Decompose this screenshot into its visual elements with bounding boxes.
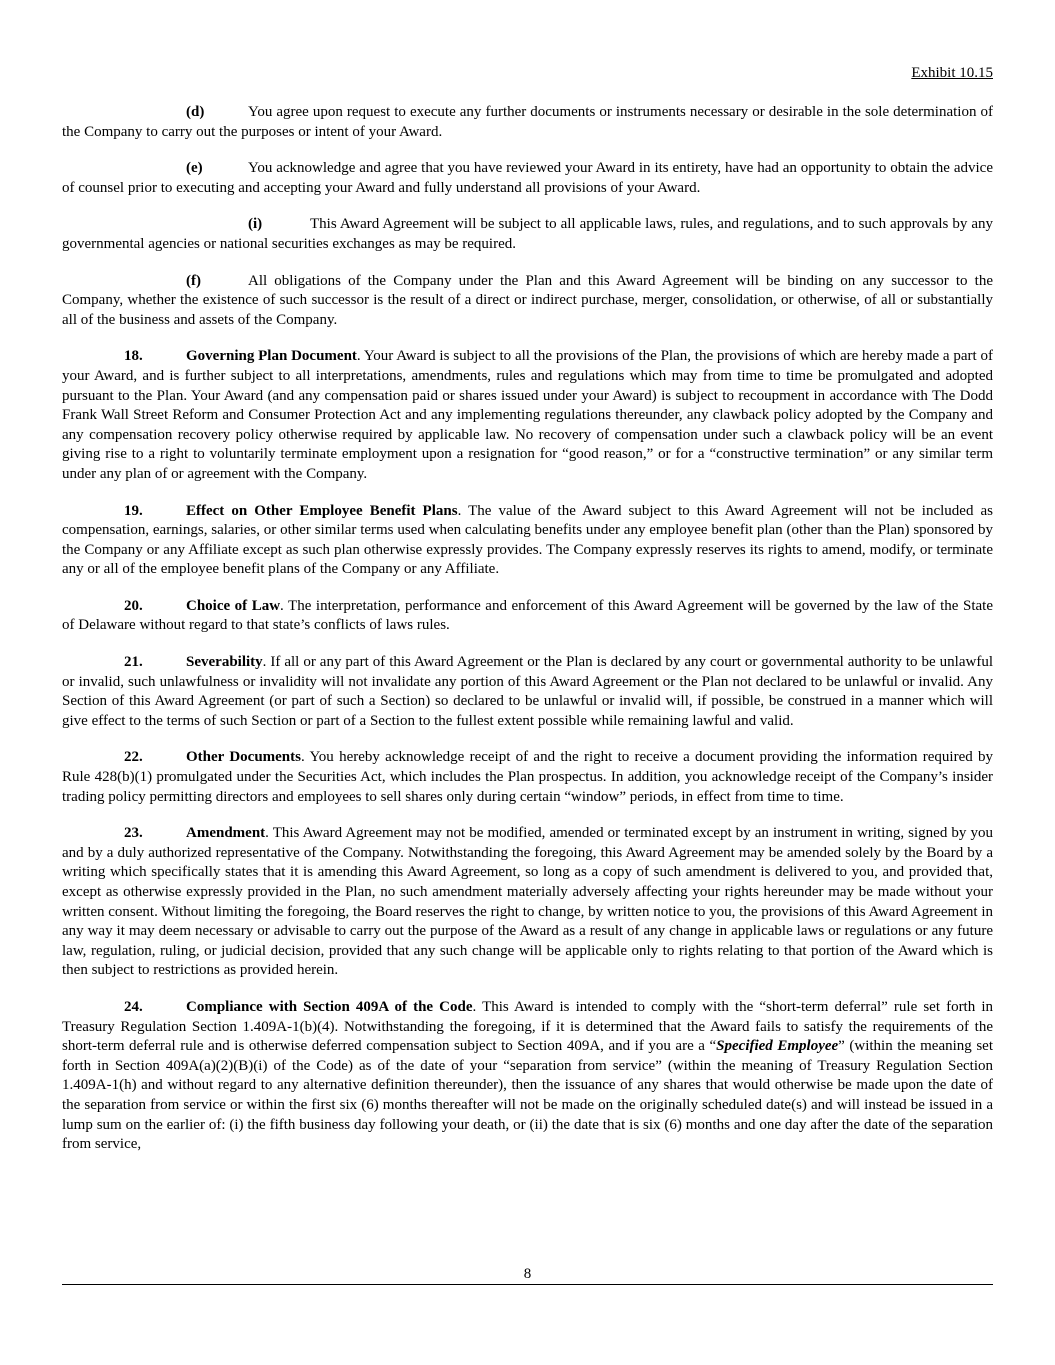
defined-term: Specified Employee	[716, 1038, 839, 1055]
paragraph-e	[62, 159, 993, 198]
paragraph-d	[62, 103, 993, 142]
section-number: 24.	[124, 998, 143, 1015]
section-23	[62, 824, 993, 981]
document-body	[62, 103, 993, 1172]
paragraph-text: You agree upon request to execute any further documents or instruments necessary or desirable in the sole determination of the Company to carry out the purposes or intent of your Award.	[62, 104, 993, 140]
section-title: Governing Plan Document	[186, 348, 357, 365]
section-text: . You hereby acknowledge receipt of and the right to receive a document providing the information required by Rule 428(b)(1) promulgated under the Securities Act, which includes the Plan prospectus. In addition, you acknowledge receipt of the Company’s insider trading policy permitting directors and employees to sell shares only during certain “window” periods, in effect from time to time.	[62, 749, 993, 805]
paragraph-f	[62, 272, 993, 331]
document-page	[62, 0, 993, 1365]
section-number: 19.	[124, 502, 143, 519]
section-title: Compliance with Section 409A of the Code	[186, 998, 473, 1015]
section-text: . This Award Agreement may not be modified, amended or terminated except by an instrument in writing, signed by you and by a duly authorized representative of the Company. Notwithstanding the foregoing, this Award Agreement may be amended solely by the Board by a writing which specifically states that it is amending this Award Agreement, so long as a copy of such amendment is delivered to you, and provided that, except as otherwise expressly provided in the Plan, no such amendment materially adversely affecting your rights hereunder may be made without your written consent. Without limiting the foregoing, the Board reserves the right to change, by written notice to you, the provisions of this Award Agreement in any way it may deem necessary or advisable to carry out the purpose of the Award as a result of any change in applicable laws or regulations or any future law, regulation, ruling, or judicial decision, provided that any such change will be applicable only to rights relating to that portion of the Award which is then subject to restrictions as provided herein.	[62, 825, 993, 979]
section-text: . The value of the Award subject to this Award Agreement will not be included as compensation, earnings, salaries, or other similar terms used when calculating benefits under any employee benefit plan (other than the Plan) sponsored by the Company or any Affiliate except as such plan otherwise expressly provides. The Company expressly reserves its rights to amend, modify, or terminate any or all of the employee benefit plans of the Company or any Affiliate.	[62, 502, 993, 578]
section-text: . Your Award is subject to all the provisions of the Plan, the provisions of which are hereby made a part of your Award, and is further subject to all interpretations, amendments, rules and regulations which may from time to time be promulgated and adopted pursuant to the Plan. Your Award (and any compensation paid or shares issued under your Award) is subject to recoupment in accordance with The Dodd Frank Wall Street Reform and Consumer Protection Act and any implementing regulations thereunder, any clawback policy adopted by the Company and any compensation recovery policy otherwise required by applicable law. No recovery of compensation under such a clawback policy will be an event giving rise to a right to voluntarily terminate employment upon a resignation for “good reason,” or for a “constructive termination” or any similar term under any plan of or agreement with the Company.	[62, 348, 993, 482]
section-title: Amendment	[186, 825, 266, 842]
paragraph-text: You acknowledge and agree that you have reviewed your Award in its entirety, have had an opportunity to obtain the advice of counsel prior to executing and accepting your Award and fully understand all provisions of your Award.	[62, 160, 993, 196]
section-text: . If all or any part of this Award Agreement or the Plan is declared by any court or governmental authority to be unlawful or invalid, such unlawfulness or invalidity will not invalidate any portion of this Award Agreement or the Plan not declared to be unlawful or invalid. Any Section of this Award Agreement (or part of such a Section) so declared to be unlawful or invalid will, if possible, be construed in a manner which will give effect to the terms of such Section or part of a Section to the fullest extent possible while remaining lawful and valid.	[62, 654, 993, 729]
section-title: Choice of Law	[186, 597, 281, 614]
section-title: Other Documents	[186, 749, 301, 766]
paragraph-i	[62, 215, 993, 254]
paragraph-label: (d)	[186, 104, 205, 120]
section-number: 21.	[124, 654, 143, 671]
section-19	[62, 502, 993, 580]
section-title: Severability	[186, 654, 263, 671]
paragraph-text: All obligations of the Company under the Plan and this Award Agreement will be binding on any successor to the Company, whether the existence of such successor is the result of a direct or indirect purchase, merger, consolidation, or otherwise, of all or substantially all of the business and assets of the Company.	[62, 272, 993, 328]
section-21	[62, 653, 993, 731]
paragraph-text: This Award Agreement will be subject to all applicable laws, rules, and regulations, and to such approvals by any governmental agencies or national securities exchanges as may be required.	[62, 216, 993, 252]
paragraph-label: (e)	[186, 160, 203, 177]
section-text-continued: ” (within the meaning set forth in Section 409A(a)(2)(B)(i) of the Code) as of the date of your “separation from service” (within the meaning of Treasury Regulation Section 1.409A-1(h) and without regard to any alternative definition thereunder), then the issuance of any shares that would otherwise be made upon the date of the separation from service or within the first six (6) months thereafter will not be made on the originally scheduled date(s) and will instead be issued in a lump sum on the earlier of: (i) the fifth business day following your death, or (ii) the date that is six (6) months and one day after the date of the separation from service,	[62, 1038, 993, 1153]
section-18	[62, 347, 993, 484]
section-text: . This Award is intended to comply with the “short-term deferral” rule set forth in Treasury Regulation Section 1.409A-1(b)(4). Notwithstanding the foregoing, if it is determined that the Award fails to satisfy the requirements of the short-term deferral rule and is otherwise deferred compensation subject to Section 409A, and if you are a “	[62, 998, 993, 1055]
section-text: . The interpretation, performance and enforcement of this Award Agreement will be governed by the law of the State of Delaware without regard to that state’s conflicts of laws rules.	[62, 597, 993, 634]
exhibit-label: Exhibit 10.15	[911, 65, 993, 81]
section-number: 20.	[124, 597, 143, 614]
page-number: 8	[523, 1266, 532, 1282]
section-24	[62, 998, 993, 1155]
section-22	[62, 748, 993, 807]
section-title: Effect on Other Employee Benefit Plans	[186, 502, 458, 519]
footer-divider	[62, 1284, 993, 1285]
paragraph-label: (f)	[186, 272, 201, 289]
section-number: 18.	[124, 348, 143, 365]
section-number: 22.	[124, 749, 143, 766]
section-number: 23.	[124, 825, 143, 842]
section-20	[62, 597, 993, 636]
paragraph-label: (i)	[248, 216, 263, 233]
